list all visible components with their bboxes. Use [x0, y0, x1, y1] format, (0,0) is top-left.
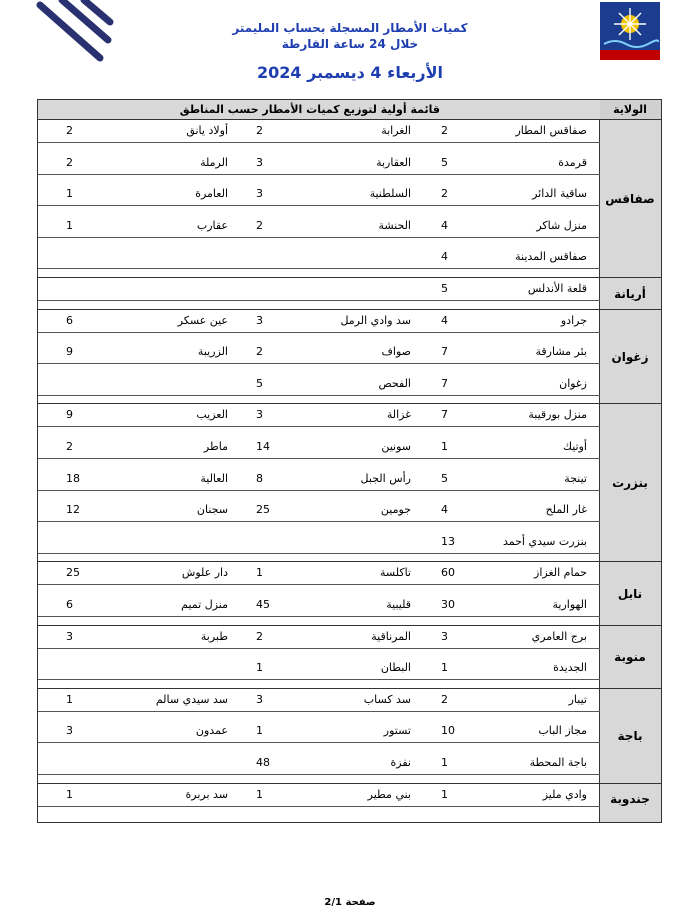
corner-stripes-decoration: [0, 0, 150, 70]
governorate-divider: [38, 688, 662, 689]
station-name: بنزرت سيدي أحمد: [502, 534, 587, 548]
rainfall-value: 6: [66, 313, 73, 327]
station-name: جومين: [380, 503, 411, 517]
row-separator: [38, 553, 600, 554]
station-name: الغرابة: [381, 124, 411, 137]
rainfall-value: 1: [441, 756, 448, 769]
station-name: صفاقس المدينة: [515, 250, 587, 264]
rainfall-value: 2: [441, 124, 448, 137]
governorate-name: أريانة: [614, 286, 646, 301]
governorate-name: صفاقس: [605, 192, 655, 206]
rainfall-value: 13: [441, 534, 455, 548]
page-number: صفحة 2/1: [324, 897, 376, 908]
governorate-name: باجة: [617, 729, 643, 744]
row-separator: [38, 648, 600, 649]
governorate-divider: [38, 277, 662, 278]
station-name: أوتيك: [562, 440, 587, 453]
governorate-header: الولاية: [599, 100, 661, 120]
station-name: رأس الجبل: [360, 471, 411, 485]
row-separator: [38, 521, 600, 522]
rainfall-value: 1: [66, 787, 73, 801]
rainfall-value: 1: [441, 661, 448, 675]
station-name: السلطنية: [369, 187, 411, 201]
station-name: ماطر: [203, 440, 228, 453]
station-name: سد كساب: [363, 692, 411, 706]
governorate-column: [599, 100, 661, 822]
rainfall-value: 1: [256, 787, 263, 801]
row-separator: [38, 711, 600, 712]
rainfall-value: 2: [256, 345, 263, 359]
rainfall-value: 45: [256, 598, 270, 611]
station-name: برج العامري: [531, 629, 587, 643]
rainfall-value: 3: [256, 155, 263, 169]
rainfall-value: 3: [66, 629, 73, 643]
station-name: الزريبة: [197, 345, 228, 359]
governorate-name: منوبة: [614, 650, 646, 665]
rainfall-value: 9: [66, 408, 73, 422]
station-name: سد وادي الرمل: [340, 313, 411, 327]
station-name: العامرة: [195, 187, 228, 201]
rainfall-value: 10: [441, 724, 455, 738]
station-name: باجة المحطة: [529, 756, 587, 769]
station-name: تاكلسة: [379, 566, 411, 580]
station-name: بني مطير: [367, 787, 411, 801]
rainfall-value: 4: [441, 503, 448, 517]
rainfall-value: 2: [441, 692, 448, 706]
station-name: عين عسكر: [177, 313, 228, 327]
rainfall-value: 6: [66, 598, 73, 611]
rainfall-value: 3: [441, 629, 448, 643]
station-name: جرادو: [560, 313, 587, 327]
station-name: صواف: [381, 345, 411, 359]
station-name: سجنان: [196, 503, 228, 517]
station-name: دار علوش: [181, 566, 228, 580]
rainfall-value: 3: [256, 313, 263, 327]
rainfall-value: 2: [66, 124, 73, 137]
row-separator: [38, 363, 600, 364]
station-name: عقارب: [196, 218, 228, 232]
rainfall-value: 1: [66, 187, 73, 201]
governorate-divider: [38, 403, 662, 404]
station-name: سونين: [381, 440, 411, 453]
governorate-name: بنزرت: [612, 476, 648, 491]
rainfall-value: 1: [256, 566, 263, 580]
station-name: منزل شاكر: [536, 218, 587, 232]
station-name: عمدون: [195, 724, 228, 738]
station-name: تينجة: [564, 471, 587, 485]
station-name: حمام الغزاز: [534, 566, 587, 580]
report-subtitle: خلال 24 ساعة القارطة: [281, 37, 419, 51]
station-name: الهوارية: [552, 598, 587, 611]
station-name: أولاد يانق: [186, 124, 228, 137]
station-name: منزل تميم: [181, 598, 228, 611]
rainfall-value: 3: [256, 408, 263, 422]
rainfall-value: 9: [66, 345, 73, 359]
station-name: وادي مليز: [542, 787, 587, 801]
rainfall-value: 2: [66, 155, 73, 169]
rainfall-value: 1: [256, 661, 263, 675]
station-name: قليبية: [386, 598, 411, 611]
rainfall-value: 30: [441, 598, 455, 611]
station-name: سد سيدي سالم: [155, 692, 228, 706]
row-separator: [38, 395, 600, 396]
institute-logo: [600, 2, 660, 60]
station-name: نفزة: [390, 756, 411, 769]
list-header: قائمة أولية لتوزيع كميات الأمطار حسب المناطق: [38, 100, 600, 120]
station-name: المرناقية: [371, 629, 411, 643]
rainfall-value: 14: [256, 440, 270, 453]
station-name: طبربة: [200, 629, 228, 643]
rainfall-value: 2: [256, 124, 263, 137]
row-separator: [38, 268, 600, 269]
rainfall-value: 1: [441, 440, 448, 453]
rainfall-value: 1: [441, 787, 448, 801]
rainfall-value: 4: [441, 313, 448, 327]
row-separator: [38, 490, 600, 491]
rainfall-value: 1: [66, 692, 73, 706]
station-name: تيبار: [568, 692, 587, 706]
rainfall-value: 2: [256, 629, 263, 643]
rainfall-value: 7: [441, 408, 448, 422]
row-separator: [38, 458, 600, 459]
station-name: الجديدة: [553, 661, 587, 675]
rainfall-value: 8: [256, 471, 263, 485]
station-name: ساقية الدائر: [532, 187, 587, 201]
report-date: الأربعاء 4 ديسمبر 2024: [257, 63, 443, 82]
station-name: البطان: [380, 661, 411, 675]
station-name: الرملة: [200, 155, 228, 169]
station-name: منزل بورقيبة: [528, 408, 587, 422]
rainfall-value: 1: [256, 724, 263, 738]
rainfall-value: 3: [256, 692, 263, 706]
rainfall-value: 2: [441, 187, 448, 201]
station-name: تستور: [383, 724, 411, 738]
rainfall-value: 48: [256, 756, 270, 769]
rainfall-value: 60: [441, 566, 455, 580]
governorate-name: جندوبة: [610, 792, 650, 807]
governorate-name: نابل: [617, 587, 643, 601]
station-name: الفحص: [378, 376, 411, 390]
row-separator: [38, 332, 600, 333]
rainfall-value: 7: [441, 345, 448, 359]
row-separator: [38, 742, 600, 743]
rainfall-value: 1: [66, 218, 73, 232]
report-title: كميات الأمطار المسجلة بحساب المليمتر: [232, 21, 468, 35]
row-separator: [38, 616, 600, 617]
row-separator: [38, 774, 600, 775]
station-name: غزالة: [386, 408, 411, 422]
governorate-divider: [38, 561, 662, 562]
row-separator: [38, 679, 600, 680]
station-name: العزيب: [196, 408, 228, 422]
rainfall-value: 12: [66, 503, 80, 517]
rainfall-value: 25: [256, 503, 270, 517]
station-name: بئر مشارقة: [535, 345, 587, 359]
station-name: قلعة الأندلس: [527, 282, 587, 295]
row-separator: [38, 584, 600, 585]
station-name: زغوان: [559, 376, 587, 390]
station-name: العالية: [200, 471, 228, 485]
rainfall-value: 5: [441, 282, 448, 295]
governorate-divider: [38, 783, 662, 784]
rainfall-table: [37, 99, 662, 823]
governorate-name: زغوان: [611, 350, 649, 364]
station-name: قرمدة: [558, 155, 587, 169]
rainfall-value: 3: [66, 724, 73, 738]
rainfall-value: 2: [256, 218, 263, 232]
station-name: سد بربرة: [185, 787, 228, 801]
station-name: مجاز الباب: [538, 724, 587, 738]
rainfall-value: 25: [66, 566, 80, 580]
rainfall-value: 7: [441, 376, 448, 390]
row-separator: [38, 806, 600, 807]
row-separator: [38, 142, 600, 143]
row-separator: [38, 426, 600, 427]
rainfall-value: 2: [66, 440, 73, 453]
station-name: غار الملح: [545, 503, 587, 517]
station-name: صفاقس المطار: [515, 124, 587, 137]
rainfall-value: 3: [256, 187, 263, 201]
row-separator: [38, 300, 600, 301]
rainfall-value: 5: [441, 471, 448, 485]
row-separator: [38, 174, 600, 175]
governorate-divider: [38, 309, 662, 310]
rainfall-value: 5: [441, 155, 448, 169]
station-name: الحنشة: [378, 218, 411, 232]
station-name: العقاربة: [376, 155, 411, 169]
rainfall-value: 4: [441, 218, 448, 232]
governorate-divider: [38, 625, 662, 626]
row-separator: [38, 205, 600, 206]
rainfall-value: 18: [66, 471, 80, 485]
rainfall-value: 5: [256, 376, 263, 390]
rainfall-value: 4: [441, 250, 448, 264]
row-separator: [38, 237, 600, 238]
